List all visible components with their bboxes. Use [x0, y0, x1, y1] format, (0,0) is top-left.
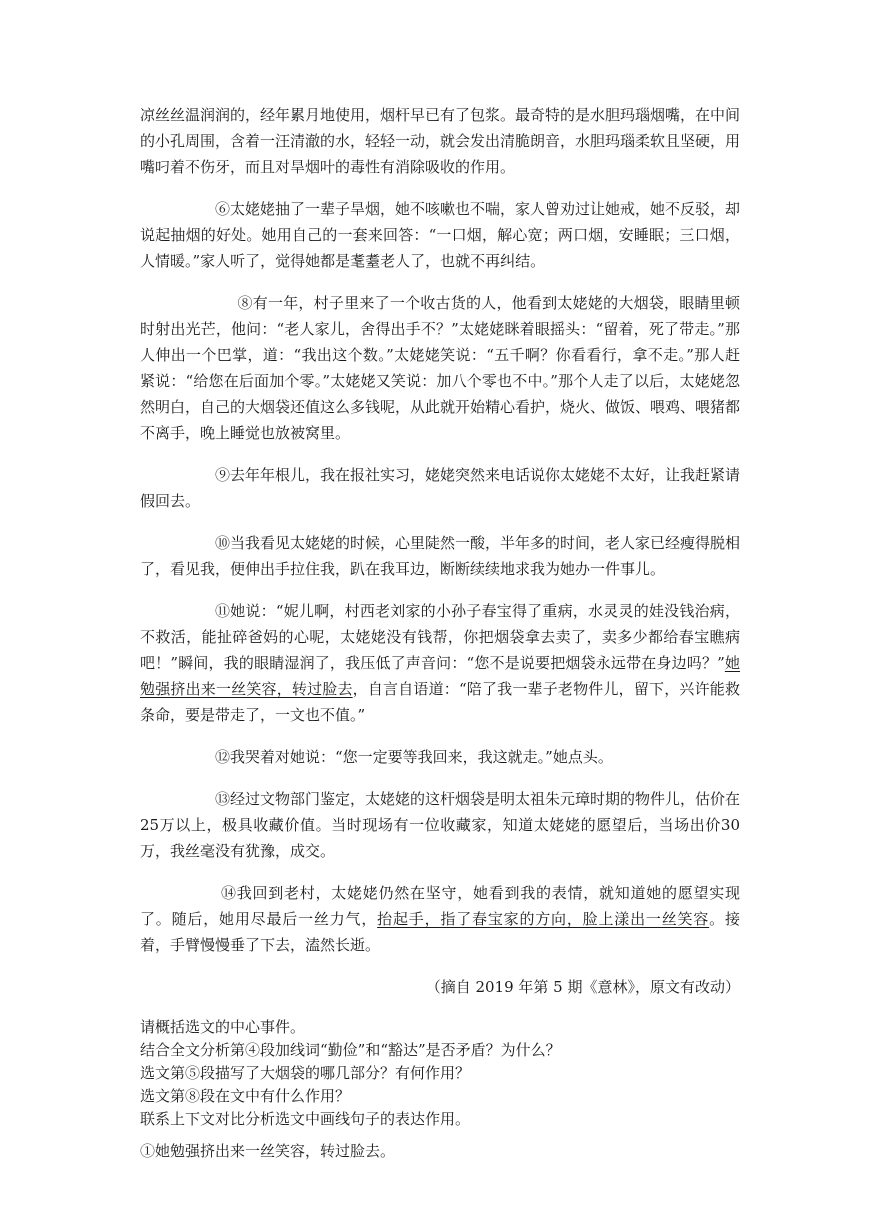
paragraph-10: ⑩当我看见太姥姥的时候，心里陡然一酸，半年多的时间，老人家已经瘦得脱相了，看见我，便伸出手拉住我，趴在我耳边，断断续续地求我为她办一件事儿。 — [140, 534, 741, 578]
paragraph-11-text-a: ⑪她说：“妮儿啊，村西老刘家的小孙子春宝得了重病，水灵灵的娃没钱治病，不救活，能扯碎爸妈的心呢，太姥姥没有钱帮，你把烟袋拿去卖了，卖多少都给春宝瞧病吧！”瞬间，我的眼睛湿润了，我压低了声音问：“您不是说要把烟袋永远带在身边吗？” — [140, 602, 740, 672]
document-page — [140, 102, 740, 1178]
paragraph-14 — [140, 880, 740, 958]
paragraph-9: ⑨去年年根儿，我在报社实习，姥姥突然来电话说你太姥姥不太好，让我赶紧请假回去。 — [140, 466, 741, 510]
underlined-sentence-2: 抬起手，指了春宝家的方向，脸上漾出一丝笑容 — [377, 910, 710, 928]
questions-list — [140, 1016, 740, 1131]
paragraph-13: ⑬经过文物部门鉴定，太姥姥的这杆烟袋是明太祖朱元璋时期的物件儿，估价在25万以上，极具收藏价值。当时现场有一位收藏家，知道太姥姥的愿望后，当场出价30万，我丝毫没有犹豫，成交。 — [140, 790, 741, 860]
paragraph-14-text-b: 。接着，手臂慢慢垂了下去，溘然长逝。 — [140, 910, 740, 954]
question-2: 结合全文分析第④段加线词“勤俭”和“豁达”是否矛盾？为什么？ — [140, 1041, 561, 1059]
paragraph-continued: 凉丝丝温润润的，经年累月地使用，烟杆早已有了包浆。最奇特的是水胆玛瑙烟嘴，在中间的小孔周围，含着一汪清澈的水，轻轻一动，就会发出清脆朗音，水胆玛瑙柔软且坚硬，用嘴叼着不伤牙，而且对旱烟叶的毒性有消除吸收的作用。 — [140, 106, 741, 176]
paragraph-12: ⑫我哭着对她说：“您一定要等我回来，我这就走。”她点头。 — [215, 748, 613, 766]
paragraph-8: ⑧有一年，村子里来了一个收古货的人，他看到太姥姥的大烟袋，眼睛里顿时射出光芒，他问：“老人家儿，舍得出手不？”太姥姥眯着眼摇头：“留着，死了带走。”那人伸出一个巴掌，道：“我出这个数。”太姥姥笑说：“五千啊？你看看行，拿不走。”那人赶紧说：“给您在后面加个零。”太姥姥又笑说：加八个零也不中。”那个人走了以后，太姥姥忽然明白，自己的大烟袋还值这么多钱呢，从此就开始精心看护，烧火、做饭、喂鸡、喂猪都不离手，晚上睡觉也放被窝里。 — [140, 294, 741, 442]
question-5: 联系上下文对比分析选文中画线句子的表达作用。 — [140, 1110, 471, 1128]
question-3: 选文第⑤段描写了大烟袋的哪几部分？有何作用？ — [140, 1064, 471, 1082]
underlined-sentence-1: 她勉强挤出来一丝笑容，转过脸去 — [140, 654, 740, 698]
question-4: 选文第⑧段在文中有什么作用？ — [140, 1087, 351, 1105]
sub-question-1: ①她勉强挤出来一丝笑容，转过脸去。 — [140, 1142, 396, 1160]
paragraph-14-text-a: ⑭我回到老村，太姥姥仍然在坚守，她看到我的表情，就知道她的愿望实现了。随后，她用尽最后一丝力气， — [140, 884, 740, 928]
source-citation: （摘自 2019 年第 5 期《意林》，原文有改动） — [425, 978, 740, 996]
paragraph-11-text-b: ，自言自语道：“陪了我一辈子老物件儿，留下，兴许能救条命，要是带走了，一文也不值。” — [140, 680, 740, 724]
paragraph-6: ⑥太姥姥抽了一辈子旱烟，她不咳嗽也不喘，家人曾劝过让她戒，她不反驳，却说起抽烟的好处。她用自己的一套来回答：“一口烟，解心宽；两口烟，安睡眠；三口烟，人情暖。”家人听了，觉得她都是耄耋老人了，也就不再纠结。 — [140, 200, 741, 270]
question-1: 请概括选文的中心事件。 — [140, 1018, 306, 1036]
paragraph-11 — [140, 598, 740, 728]
